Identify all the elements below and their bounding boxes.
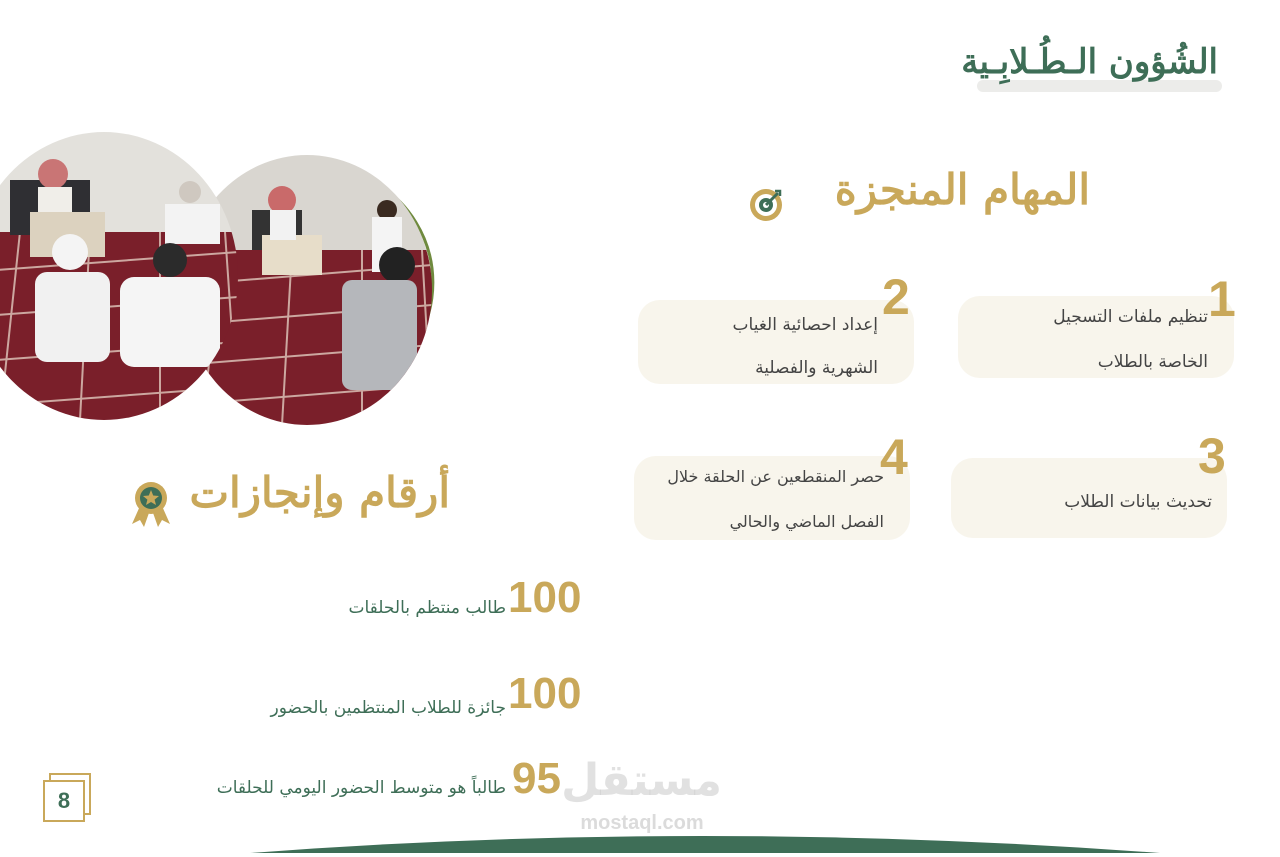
- tasks-heading: المهام المنجزة: [834, 165, 1090, 214]
- task-number-3: 3: [1198, 428, 1226, 484]
- task-line-1b: الخاصة بالطلاب: [1097, 352, 1208, 372]
- task-line-3a: تحديث بيانات الطلاب: [1064, 492, 1212, 512]
- task-number-1: 1: [1208, 271, 1236, 327]
- task-line-4b: الفصل الماضي والحالي: [729, 512, 884, 531]
- task-line-4a: حصر المنقطعين عن الحلقة خلال: [667, 467, 884, 486]
- stat-number-1: 100: [508, 573, 582, 622]
- task-number-2: 2: [882, 269, 910, 325]
- page-title: الشُؤون الـطُـلابِـية: [961, 42, 1218, 82]
- target-icon: [748, 187, 784, 223]
- stat-number-3: 95: [512, 754, 561, 803]
- task-line-2a: إعداد احصائية الغياب: [732, 315, 878, 335]
- task-line-2b: الشهرية والفصلية: [755, 358, 878, 378]
- watermark-url: mostaql.com: [580, 812, 704, 834]
- watermark-logo: مستقل: [561, 755, 722, 806]
- stat-number-2: 100: [508, 669, 582, 718]
- award-ribbon-icon: [128, 480, 174, 528]
- stat-label-3: طالباً هو متوسط الحضور اليومي للحلقات: [216, 778, 506, 798]
- task-number-4: 4: [880, 429, 908, 485]
- activity-photo-1: [0, 132, 238, 420]
- stat-label-2: جائزة للطلاب المنتظمين بالحضور: [270, 698, 506, 718]
- task-line-1a: تنظيم ملفات التسجيل: [1053, 307, 1208, 327]
- stat-label-1: طالب منتظم بالحلقات: [348, 598, 506, 618]
- bottom-wave: [0, 825, 1280, 853]
- stats-heading: أرقام وإنجازات: [189, 468, 450, 517]
- page-number: 8: [43, 780, 85, 822]
